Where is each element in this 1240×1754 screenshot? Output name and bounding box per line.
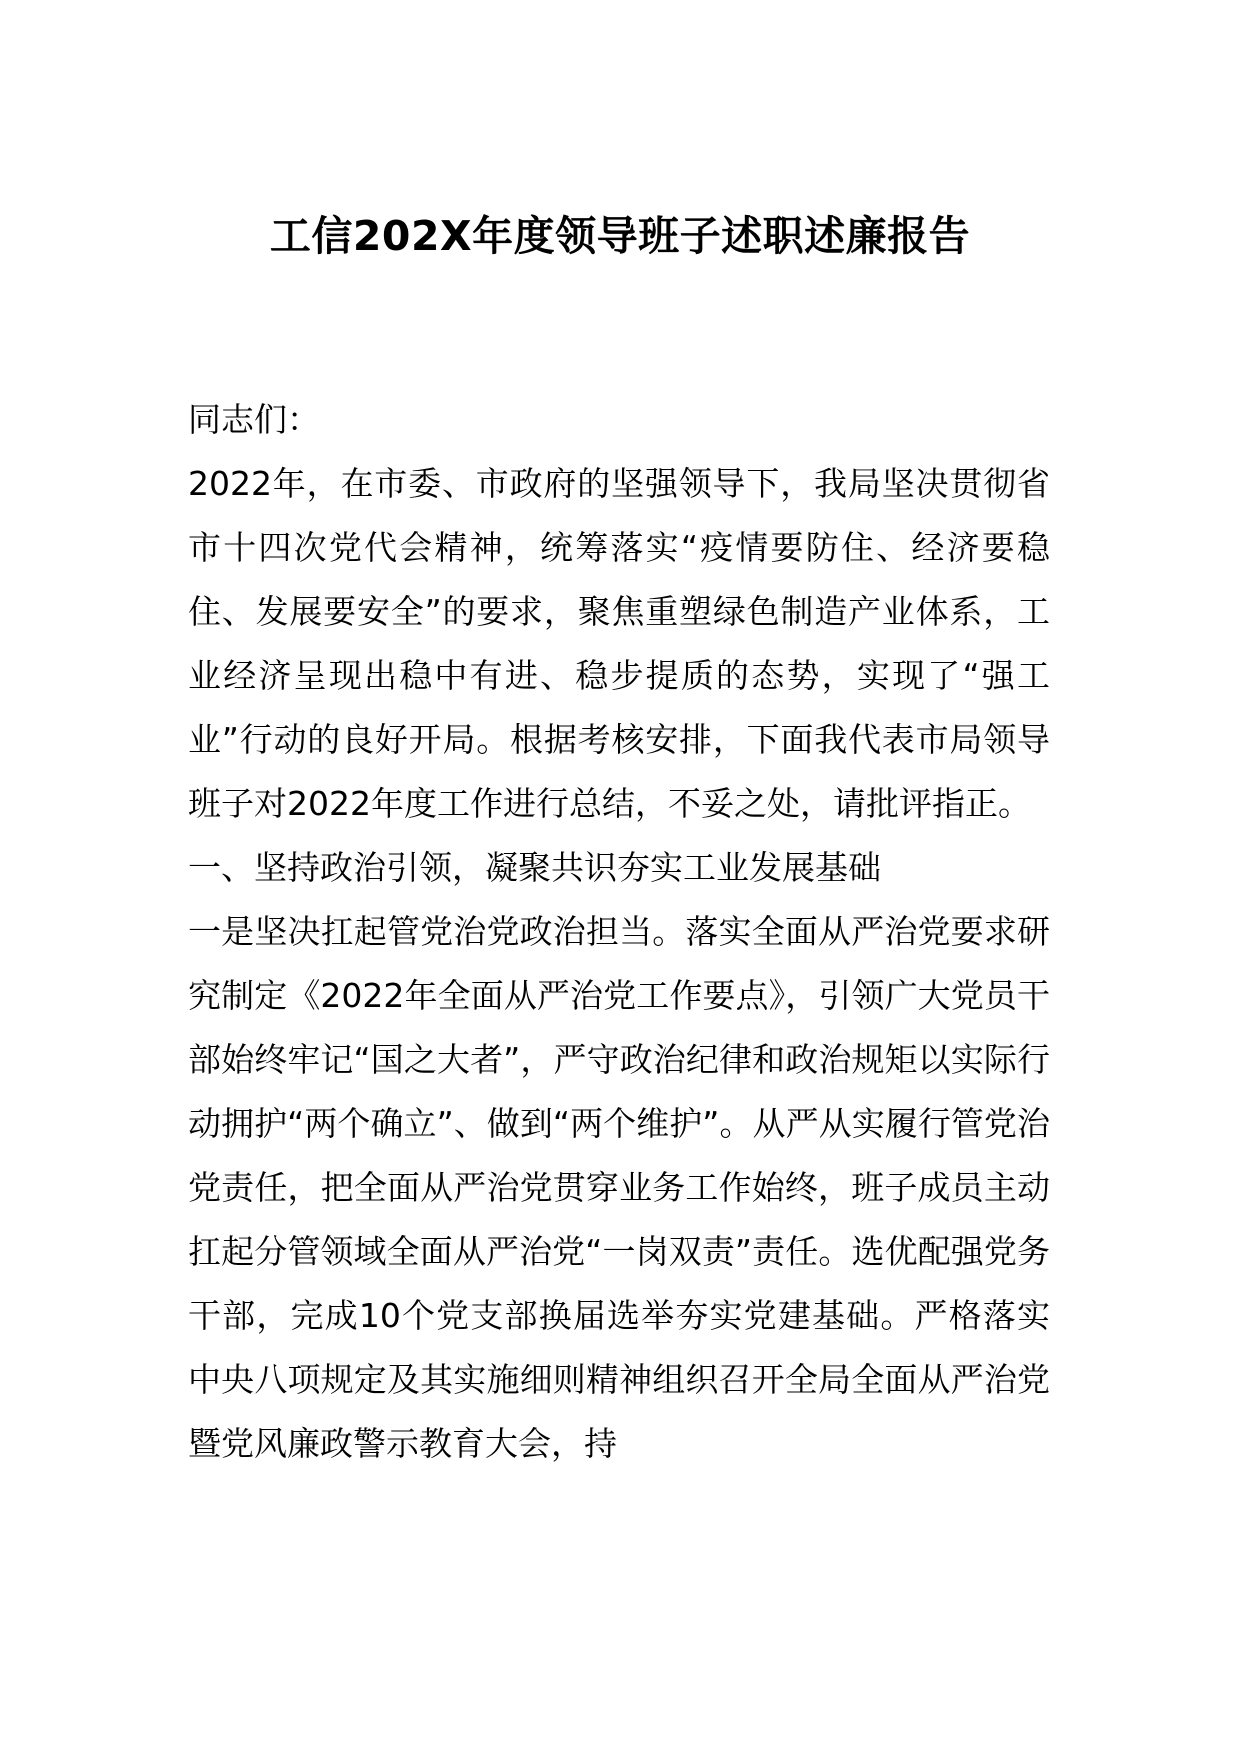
section-heading-1: 一、坚持政治引领，凝聚共识夯实工业发展基础 (188, 848, 881, 887)
salutation: 同志们： (188, 400, 320, 439)
paragraph-intro: 2022年，在市委、市政府的坚强领导下，我局坚决贯彻省市十四次党代会精神，统筹落实“疫情要防住、经济要稳住、发展要安全”的要求，聚焦重塑绿色制造产业体系，工业经济呈现出稳中有进、稳步提质的态势，实现了“强工业”行动的良好开局。根据考核安排，下面我代表市局领导班子对2022年度工作进行总结，不妥之处，请批评指正。 (188, 464, 1050, 823)
paragraph-section-1: 一是坚决扛起管党治党政治担当。落实全面从严治党要求研究制定《2022年全面从严治党工作要点》，引领广大党员干部始终牢记“国之大者”，严守政治纪律和政治规矩以实际行动拥护“两个确立”、做到“两个维护”。从严从实履行管党治党责任，把全面从严治党贯穿业务工作始终，班子成员主动扛起分管领域全面从严治党“一岗双责”责任。选优配强党务干部，完成10个党支部换届选举夯实党建基础。严格落实中央八项规定及其实施细则精神组织召开全局全面从严治党暨党风廉政警示教育大会，持 (188, 912, 1050, 1463)
document-body (188, 388, 1050, 1476)
document-title: 工信202X年度领导班子述职述廉报告 (269, 212, 971, 260)
